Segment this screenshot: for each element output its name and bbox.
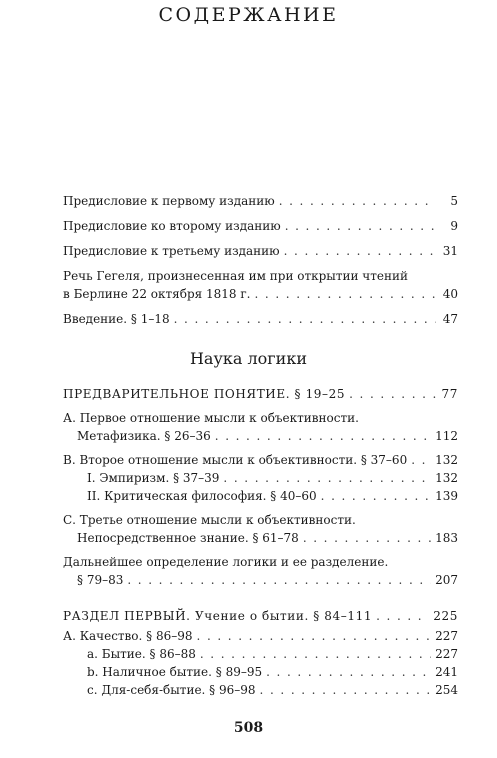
toc-entry[interactable] [63, 607, 458, 625]
toc-entry[interactable] [63, 627, 458, 645]
toc-entry-title: А. Качество. § 86–98 [63, 629, 193, 643]
toc-entry-page: 254 [435, 683, 458, 697]
toc-entry-page: 139 [435, 489, 458, 503]
toc-entry-title: II. Критическая философия. § 40–60 [87, 489, 317, 503]
toc-entry-title-line1: С. Третье отношение мысли к объективности. [63, 513, 356, 527]
leader-dots [284, 242, 436, 260]
toc-entry[interactable] [63, 681, 458, 699]
toc-entry[interactable] [63, 663, 458, 681]
leader-dots [411, 451, 431, 469]
leader-dots [260, 681, 432, 699]
toc-entry[interactable] [63, 217, 458, 235]
toc-entry-title: Предисловие к третьему изданию [63, 244, 280, 258]
leader-dots [215, 427, 431, 445]
contents-title: СОДЕРЖАНИЕ [158, 4, 339, 26]
toc-entry-title: ПРЕДВАРИТЕЛЬНОЕ ПОНЯТИЕ. § 19–25 [63, 387, 346, 401]
toc-entry[interactable] [63, 487, 458, 505]
toc-entry-title: РАЗДЕЛ ПЕРВЫЙ. Учение о бытии. § 84–111 [63, 609, 373, 623]
toc-entry-page: 77 [441, 387, 458, 401]
toc-entry-title: Введение. § 1–18 [63, 312, 170, 326]
toc-entry[interactable] [63, 310, 458, 328]
toc-entry[interactable] [63, 267, 458, 303]
leader-dots [174, 310, 436, 328]
toc-entry[interactable] [63, 645, 458, 663]
leader-dots [266, 663, 431, 681]
toc-entry-page: 227 [435, 629, 458, 643]
toc-entry-page: 31 [442, 244, 458, 258]
leader-dots [321, 487, 431, 505]
toc-entry-page: 207 [435, 573, 458, 587]
toc-entry-title: I. Эмпиризм. § 37–39 [87, 471, 220, 485]
toc-entry-page: 241 [435, 665, 458, 679]
leader-dots [254, 285, 436, 303]
toc-entry-title-line1: Речь Гегеля, произнесенная им при открытии чтений [63, 269, 408, 283]
toc-entry-page: 132 [435, 453, 458, 467]
toc-entry[interactable] [63, 192, 458, 210]
toc-entry[interactable] [63, 451, 458, 469]
leader-dots [349, 385, 436, 403]
toc-entry-title-line1: Дальнейшее определение логики и ее разделение. [63, 555, 389, 569]
toc-entry-page: 9 [450, 219, 458, 233]
toc-entry[interactable] [63, 553, 458, 589]
leader-dots [223, 469, 431, 487]
leader-dots [200, 645, 431, 663]
toc-entry-page: 132 [435, 471, 458, 485]
toc-entry[interactable] [63, 511, 458, 547]
leader-dots [376, 607, 429, 625]
toc-entry-page: 40 [442, 287, 458, 301]
section-heading: Наука логики [189, 349, 308, 368]
toc-entry-page: 112 [435, 429, 458, 443]
toc-entry-title: Метафизика. § 26–36 [77, 429, 211, 443]
toc-entry-title: Непосредственное знание. § 61–78 [77, 531, 299, 545]
toc-entry-page: 5 [450, 194, 458, 208]
toc-entry-title: a. Бытие. § 86–88 [87, 647, 196, 661]
leader-dots [127, 571, 431, 589]
toc-entry-title: Предисловие ко второму изданию [63, 219, 281, 233]
toc-entry[interactable] [63, 469, 458, 487]
toc-entry-title: § 79–83 [77, 573, 124, 587]
toc-entry-page: 183 [435, 531, 458, 545]
leader-dots [303, 529, 431, 547]
leader-dots [285, 217, 436, 235]
leader-dots [197, 627, 432, 645]
toc-entry-page: 225 [433, 609, 458, 623]
toc-entry[interactable] [63, 385, 458, 403]
page-number: 508 [233, 720, 264, 736]
toc-entry[interactable] [63, 242, 458, 260]
toc-entry-title: Предисловие к первому изданию [63, 194, 275, 208]
toc-entry-page: 227 [435, 647, 458, 661]
toc-logic [63, 385, 458, 699]
toc-entry-title: c. Для-себя-бытие. § 96–98 [87, 683, 256, 697]
toc-entry-title-line1: А. Первое отношение мысли к объективности. [63, 411, 359, 425]
toc-entry-title: В. Второе отношение мысли к объективности. § 37–60 [63, 453, 408, 467]
leader-dots [279, 192, 436, 210]
toc-entry-title: b. Наличное бытие. § 89–95 [87, 665, 263, 679]
toc-front [63, 192, 458, 328]
toc-entry[interactable] [63, 409, 458, 445]
toc-entry-page: 47 [442, 312, 458, 326]
toc-entry-title: в Берлине 22 октября 1818 г. [63, 287, 251, 301]
